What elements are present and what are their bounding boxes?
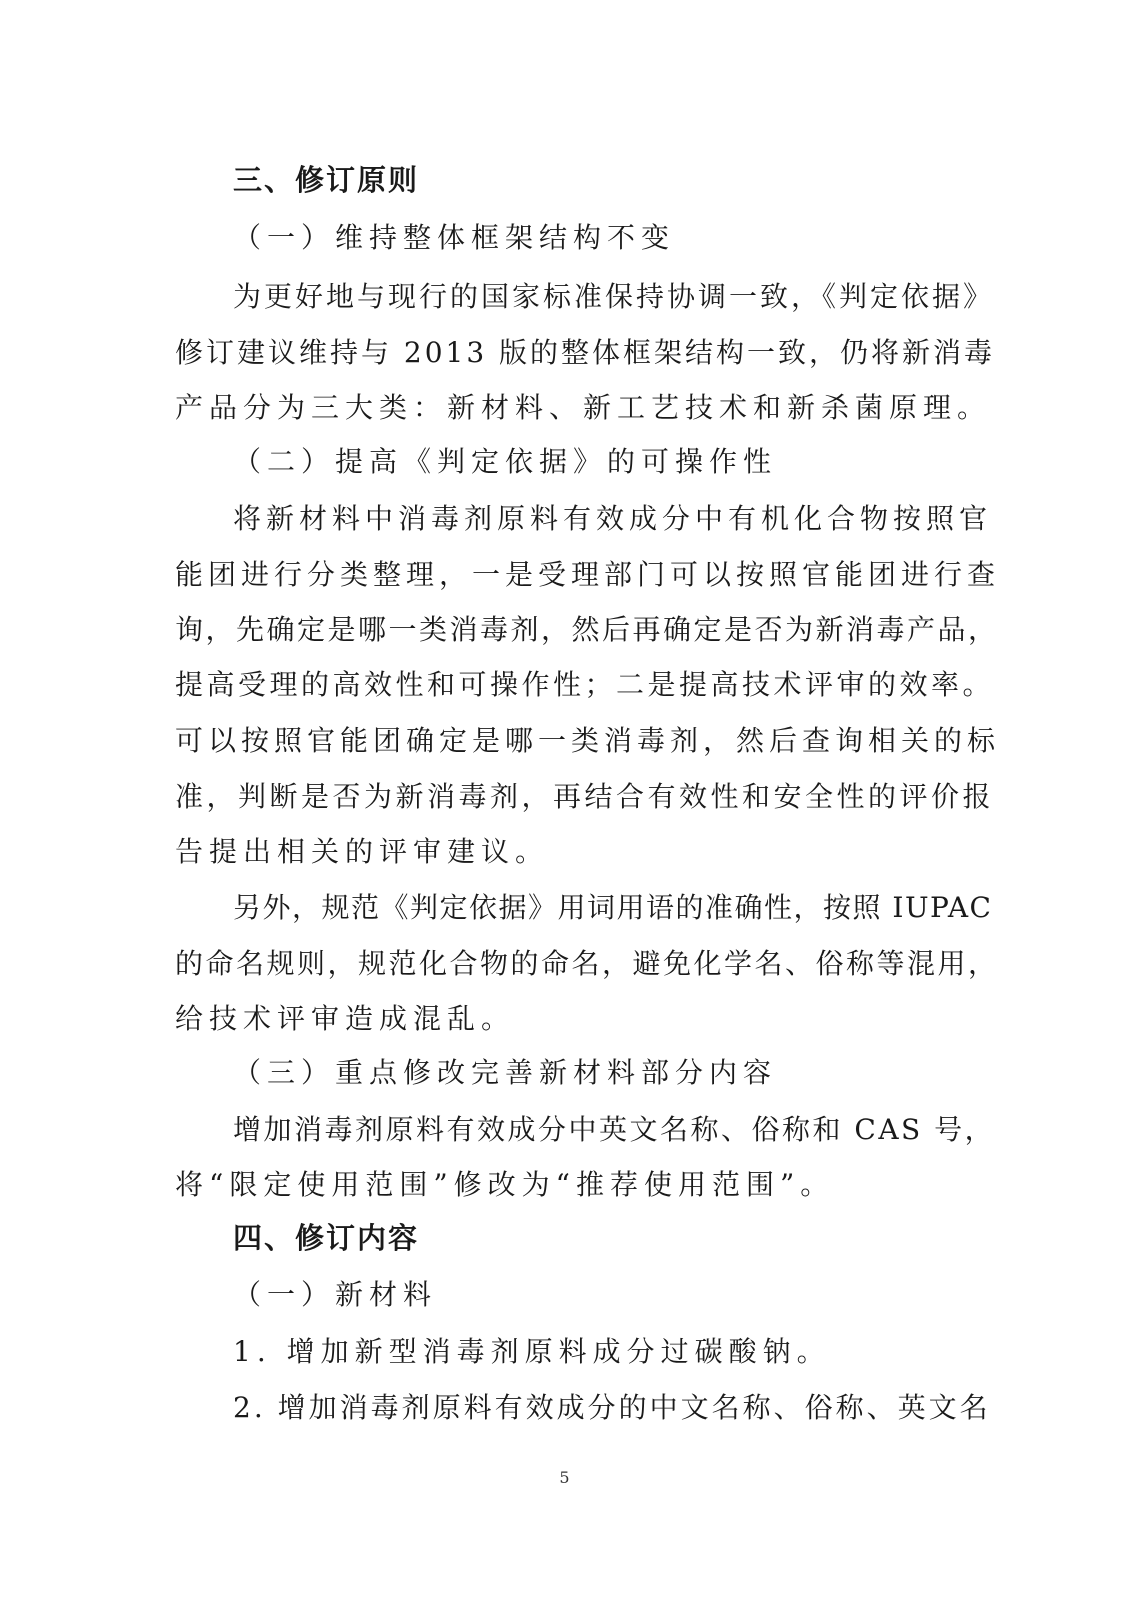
paragraph-line: 询，先确定是哪一类消毒剂，然后再确定是否为新消毒产品， bbox=[175, 613, 999, 646]
paragraph-line: 将新材料中消毒剂原料有效成分中有机化合物按照官 bbox=[233, 502, 993, 535]
paragraph-line: 准，判断是否为新消毒剂，再结合有效性和安全性的评价报 bbox=[175, 780, 995, 813]
paragraph-line: 另外，规范《判定依据》用词用语的准确性，按照 IUPAC bbox=[233, 891, 993, 924]
paragraph-line: 产品分为三大类：新材料、新工艺技术和新杀菌原理。 bbox=[175, 391, 992, 424]
paragraph-line: 能团进行分类整理，一是受理部门可以按照官能团进行查 bbox=[175, 558, 1001, 591]
section-3-3-title: （三）重点修改完善新材料部分内容 bbox=[233, 1056, 778, 1089]
list-item: 2. 增加消毒剂原料有效成分的中文名称、俗称、英文名 bbox=[233, 1391, 991, 1424]
section-4-heading: 四、修订内容 bbox=[233, 1221, 420, 1255]
page-number: 5 bbox=[559, 1468, 570, 1487]
paragraph-line: 可以按照官能团确定是哪一类消毒剂，然后查询相关的标 bbox=[175, 724, 1001, 757]
section-3-heading: 三、修订原则 bbox=[233, 163, 420, 197]
paragraph-line: 修订建议维持与 2013 版的整体框架结构一致，仍将新消毒 bbox=[175, 336, 996, 369]
paragraph-line: 给技术评审造成混乱。 bbox=[175, 1002, 516, 1035]
section-3-1-title: （一）维持整体框架结构不变 bbox=[233, 221, 676, 254]
paragraph-line: 增加消毒剂原料有效成分中英文名称、俗称和 CAS 号， bbox=[233, 1113, 996, 1146]
paragraph-line: 将“限定使用范围”修改为“推荐使用范围”。 bbox=[175, 1168, 835, 1201]
section-4-1-title: （一）新材料 bbox=[233, 1278, 438, 1311]
section-3-2-title: （二）提高《判定依据》的可操作性 bbox=[233, 445, 778, 478]
paragraph-line: 的命名规则，规范化合物的命名，避免化学名、俗称等混用， bbox=[175, 947, 999, 980]
paragraph-line: 告提出相关的评审建议。 bbox=[175, 835, 550, 868]
paragraph-line: 提高受理的高效性和可操作性；二是提高技术评审的效率。 bbox=[175, 668, 995, 701]
list-item: 1. 增加新型消毒剂原料成分过碳酸钠。 bbox=[233, 1335, 831, 1368]
paragraph-line: 为更好地与现行的国家标准保持协调一致，《判定依据》 bbox=[233, 280, 995, 313]
